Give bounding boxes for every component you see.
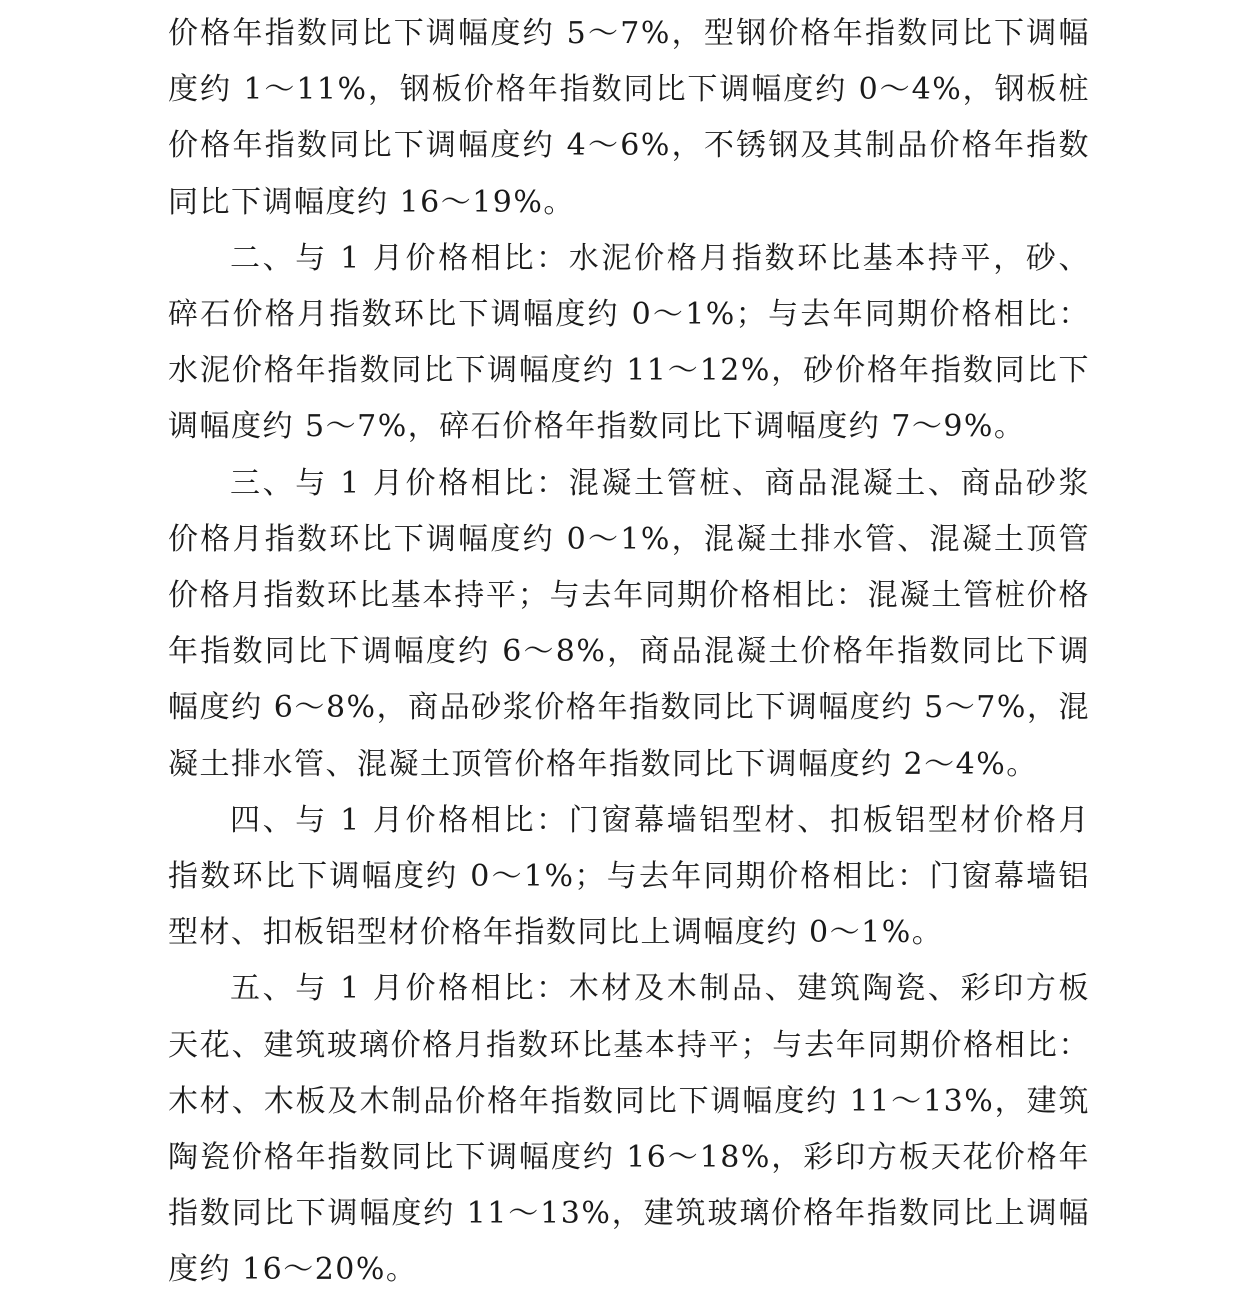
document-body bbox=[168, 6, 1090, 1299]
paragraph-section-2-cement: 二、与 1 月价格相比：水泥价格月指数环比基本持平，砂、碎石价格月指数环比下调幅度约 0～1%；与去年同期价格相比：水泥价格年指数同比下调幅度约 11～12%，砂价格年指数同比下调幅度约 5～7%，碎石价格年指数同比下调幅度约 7～9%。 bbox=[168, 240, 1090, 445]
paragraph-continuation-steel: 价格年指数同比下调幅度约 5～7%，型钢价格年指数同比下调幅度约 1～11%，钢板价格年指数同比下调幅度约 0～4%，钢板桩价格年指数同比下调幅度约 4～6%，不锈钢及其制品价格年指数同比下调幅度约 16～19%。 bbox=[168, 16, 1090, 220]
paragraph-section-4-aluminum: 四、与 1 月价格相比：门窗幕墙铝型材、扣板铝型材价格月指数环比下调幅度约 0～1%；与去年同期价格相比：门窗幕墙铝型材、扣板铝型材价格年指数同比上调幅度约 0～1%。 bbox=[168, 802, 1090, 951]
paragraph-section-5-wood-ceramics-glass: 五、与 1 月价格相比：木材及木制品、建筑陶瓷、彩印方板天花、建筑玻璃价格月指数环比基本持平；与去年同期价格相比：木材、木板及木制品价格年指数同比下调幅度约 11～13%，建筑陶瓷价格年指数同比下调幅度约 16～18%，彩印方板天花价格年指数同比下调幅度约 11～13%，建筑玻璃价格年指数同比上调幅度约 16～20%。 bbox=[168, 971, 1090, 1288]
paragraph-section-3-concrete: 三、与 1 月价格相比：混凝土管桩、商品混凝土、商品砂浆价格月指数环比下调幅度约 0～1%，混凝土排水管、混凝土顶管价格月指数环比基本持平；与去年同期价格相比：混凝土管桩价格年指数同比下调幅度约 6～8%，商品混凝土价格年指数同比下调幅度约 6～8%，商品砂浆价格年指数同比下调幅度约 5～7%，混凝土排水管、混凝土顶管价格年指数同比下调幅度约 2～4%。 bbox=[168, 465, 1090, 782]
